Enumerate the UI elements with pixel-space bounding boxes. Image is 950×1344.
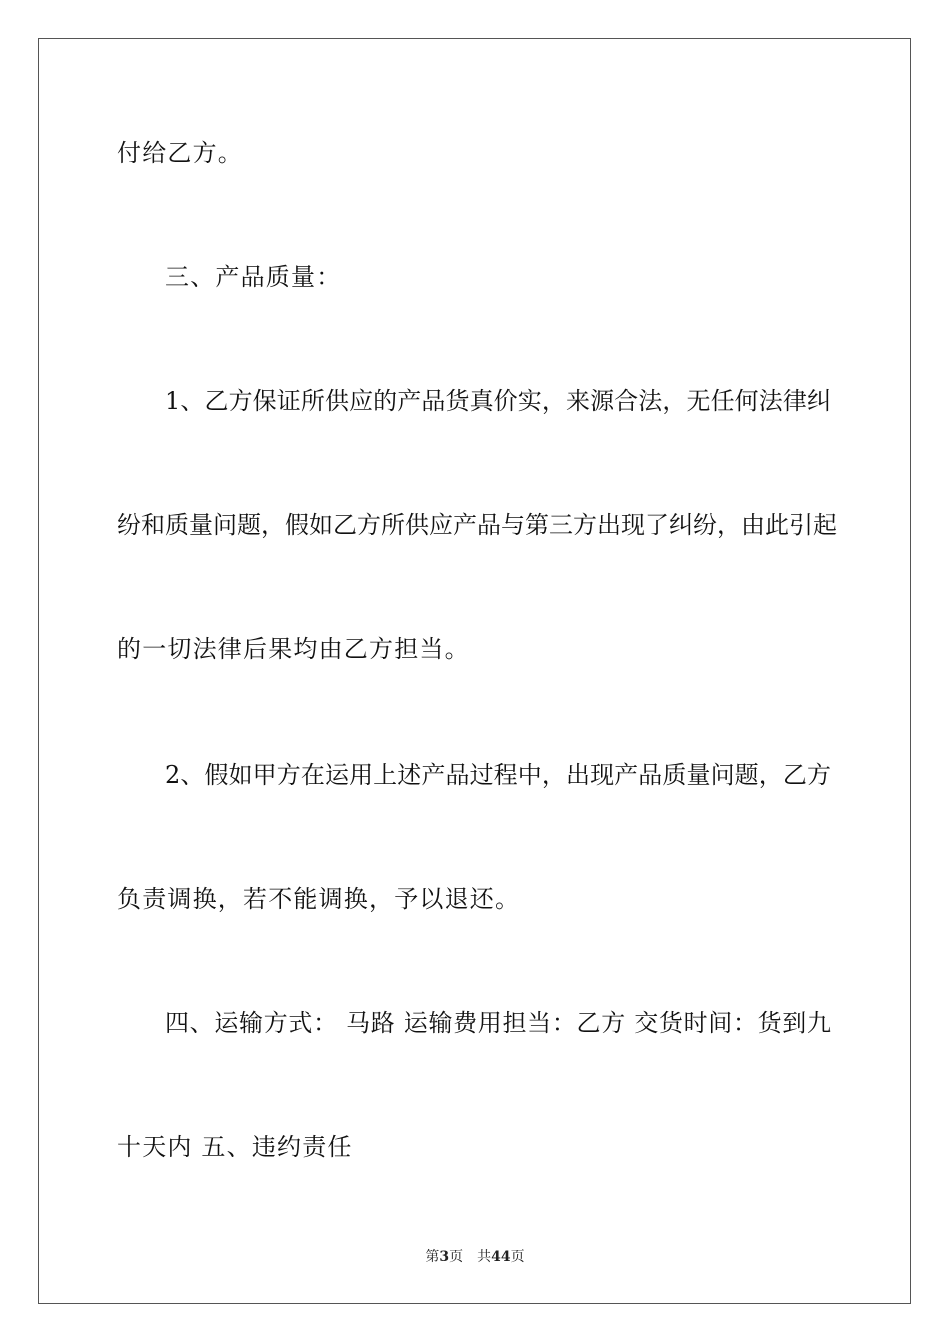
footer-page-number: 3 [439,1249,450,1265]
page-border [38,38,911,1304]
footer-total-prefix: 共 [477,1249,492,1265]
footer-page-suffix: 页 [449,1249,464,1265]
body-text-line: 付给乙方。 [117,139,243,167]
body-text-line: 负责调换，若不能调换，予以退还。 [117,885,521,913]
section-heading: 四、运输方式： 马路 运输费用担当：乙方 交货时间：货到九 [165,1009,831,1037]
page-footer [0,1248,950,1266]
body-text-line: 2、假如甲方在运用上述产品过程中，出现产品质量问题，乙方 [165,761,831,789]
body-text-line: 1、乙方保证所供应的产品货真价实，来源合法，无任何法律纠 [165,387,831,415]
footer-page-prefix: 第 [425,1249,440,1265]
footer-total-number: 44 [491,1249,511,1265]
section-heading: 十天内 五、违约责任 [117,1133,353,1161]
body-text-line: 的一切法律后果均由乙方担当。 [117,635,470,663]
section-heading: 三、产品质量： [165,263,342,291]
footer-total-suffix: 页 [510,1249,525,1265]
body-text-line: 纷和质量问题，假如乙方所供应产品与第三方出现了纠纷，由此引起 [117,511,837,539]
